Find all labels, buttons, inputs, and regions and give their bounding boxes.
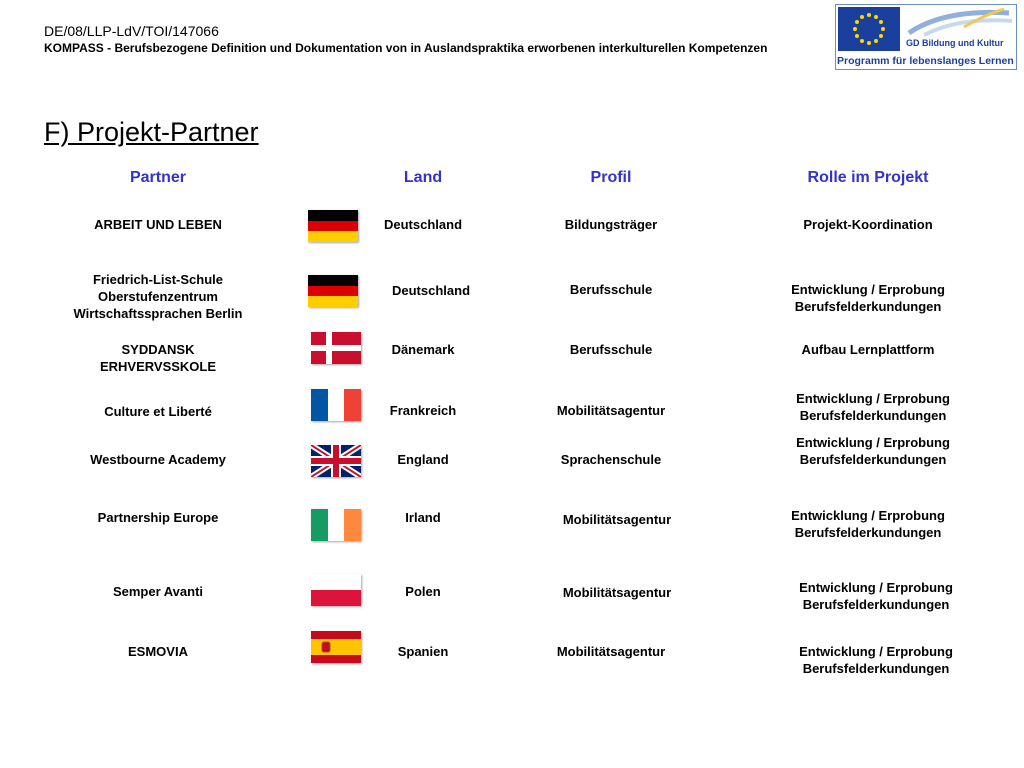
denmark-flag-icon (311, 332, 361, 364)
ireland-flag-icon (311, 509, 361, 541)
france-flag-icon (311, 389, 361, 421)
poland-flag-icon (311, 574, 361, 606)
column-header-partner: Partner (129, 169, 187, 186)
project-role: Entwicklung / Erprobung Berufsfelderkundungen (791, 508, 945, 540)
project-role: Entwicklung / Erprobung Berufsfelderkundungen (796, 435, 950, 467)
partner-name: Friedrich-List-Schule Oberstufenzentrum Wirtschaftssprachen Berlin (73, 272, 243, 321)
country-name: Irland (405, 510, 441, 525)
profile: Bildungsträger (564, 217, 658, 232)
profile: Berufsschule (569, 282, 653, 297)
country-name: Spanien (397, 644, 449, 659)
project-role: Entwicklung / Erprobung Berufsfelderkundungen (791, 282, 945, 314)
column-header-profil: Profil (590, 169, 632, 186)
column-header-land: Land (403, 169, 443, 186)
profile: Mobilitätsagentur (556, 644, 666, 659)
project-title: KOMPASS - Berufsbezogene Definition und Dokumentation von in Auslandspraktika erworbenen interkulturellen Kompetenzen (44, 41, 768, 55)
partner-name: Partnership Europe (97, 510, 219, 525)
profile: Sprachenschule (560, 452, 662, 467)
profile: Mobilitätsagentur (562, 512, 672, 527)
spain-flag-icon (311, 631, 361, 663)
partner-name: Westbourne Academy (90, 452, 226, 467)
partner-name: ESMOVIA (128, 644, 188, 659)
profile: Mobilitätsagentur (562, 585, 672, 600)
project-role: Entwicklung / Erprobung Berufsfelderkundungen (799, 644, 953, 676)
project-role: Entwicklung / Erprobung Berufsfelderkundungen (799, 580, 953, 612)
project-role: Projekt-Koordination (803, 217, 933, 232)
project-role: Aufbau Lernplattform (801, 342, 935, 357)
germany-flag-icon (308, 275, 358, 307)
profile: Mobilitätsagentur (556, 403, 666, 418)
column-header-rolle: Rolle im Projekt (807, 169, 929, 186)
country-name: Deutschland (391, 283, 471, 298)
swoosh-icon (904, 7, 1014, 37)
partner-name: Culture et Liberté (104, 404, 212, 419)
partner-name: ARBEIT UND LEBEN (94, 217, 222, 232)
partner-name: SYDDANSK ERHVERVSSKOLE (99, 342, 217, 374)
profile: Berufsschule (569, 342, 653, 357)
uk-flag-icon (311, 445, 361, 477)
eu-flag-icon (838, 7, 900, 51)
country-name: Dänemark (391, 342, 455, 357)
country-name: Frankreich (389, 403, 457, 418)
country-name: Deutschland (383, 217, 463, 232)
germany-flag-icon (308, 210, 358, 242)
project-code: DE/08/LLP-LdV/TOI/147066 (44, 23, 219, 39)
page-title: F) Projekt-Partner (44, 117, 259, 147)
country-name: England (397, 452, 449, 467)
country-name: Polen (405, 584, 441, 599)
partner-name: Semper Avanti (112, 584, 204, 599)
dg-label: GD Bildung und Kultur (906, 38, 1004, 48)
program-label: Programm für lebenslanges Lernen (837, 55, 1014, 67)
project-role: Entwicklung / Erprobung Berufsfelderkundungen (796, 391, 950, 423)
eu-program-logo (835, 4, 1017, 70)
